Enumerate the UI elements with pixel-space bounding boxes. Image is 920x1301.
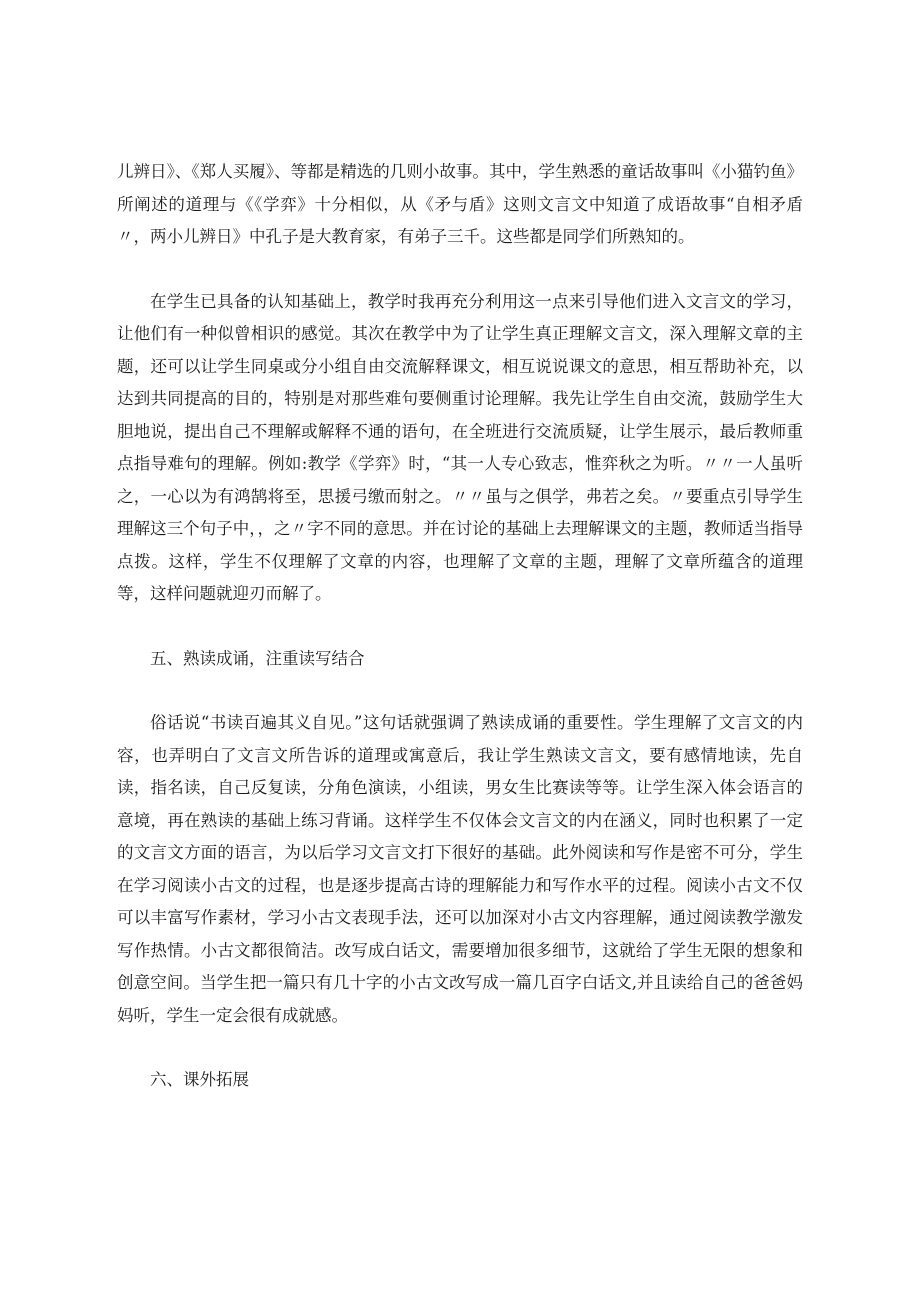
- section-heading-5: 五、熟读成诵，注重读写结合: [150, 648, 365, 668]
- paragraph-gap: [117, 1032, 803, 1064]
- section-heading-6: 六、课外拓展: [150, 1070, 249, 1089]
- paragraph-gap: [117, 254, 803, 286]
- paragraph-gap: [117, 611, 803, 643]
- paragraph-gap: [117, 675, 803, 707]
- paragraph-1: 儿辨日》、《郑人买履》、等都是精选的几则小故事。其中，学生熟悉的童话故事叫《小猫钓鱼》所阐述的道理与《《学弈》十分相似，从《矛与盾》这则文言文中知道了成语故事“自相矛盾〃，两小儿辨日》中孔子是大教育家，有弟子三千。这些都是同学们所熟知的。: [117, 162, 803, 246]
- paragraph-2: 在学生已具备的认知基础上，教学时我再充分利用这一点来引导他们进入文言文的学习，让他们有一种似曾相识的感觉。其次在教学中为了让学生真正理解文言文，深入理解文章的主题，还可以让学生同桌或分小组自由交流解释课文，相互说说课文的意思，相互帮助补充，以达到共同提高的目的，特别是对那些难句要侧重讨论理解。我先让学生自由交流，鼓励学生大胆地说，提出自己不理解或解释不通的语句，在全班进行交流质疑，让学生展示，最后教师重点指导难句的理解。例如:教学《学弈》时，“其一人专心致志，惟弈秋之为听。〃〃一人虽听之，一心以为有鸿鹄将至，思援弓缴而射之。〃〃虽与之俱学，弗若之矣。〃要重点引导学生理解这三个句子中，，之〃字不同的意思。并在讨论的基础上去理解课文的主题，教师适当指导点拨。这样，学生不仅理解了文章的内容，也理解了文章的主题，理解了文章所蕴含的道理等，这样问题就迎刃而解了。: [117, 291, 803, 603]
- paragraph-3: 俗话说“书读百遍其义自见。”这句话就强调了熟读成诵的重要性。学生理解了文言文的内容，也弄明白了文言文所告诉的道理或寓意后，我让学生熟读文言文，要有感情地读，先自读，指名读，自己反复读，分角色演读，小组读，男女生比赛读等等。让学生深入体会语言的意境，再在熟读的基础上练习背诵。这样学生不仅体会文言文的内在涵义，同时也积累了一定的文言文方面的语言，为以后学习文言文打下很好的基础。此外阅读和写作是密不可分，学生在学习阅读小古文的过程，也是逐步提高古诗的理解能力和写作水平的过程。阅读小古文不仅可以丰富写作素材，学习小古文表现手法，还可以加深对小古文内容理解，通过阅读教学激发写作热情。小古文都很简洁。改写成白话文，需要增加很多细节，这就给了学生无限的想象和创意空间。当学生把一篇只有几十字的小古文改写成一篇几百字白话文,并且读给自己的爸爸妈妈听，学生一定会很有成就感。: [117, 713, 803, 1025]
- document-page: [117, 156, 803, 1097]
